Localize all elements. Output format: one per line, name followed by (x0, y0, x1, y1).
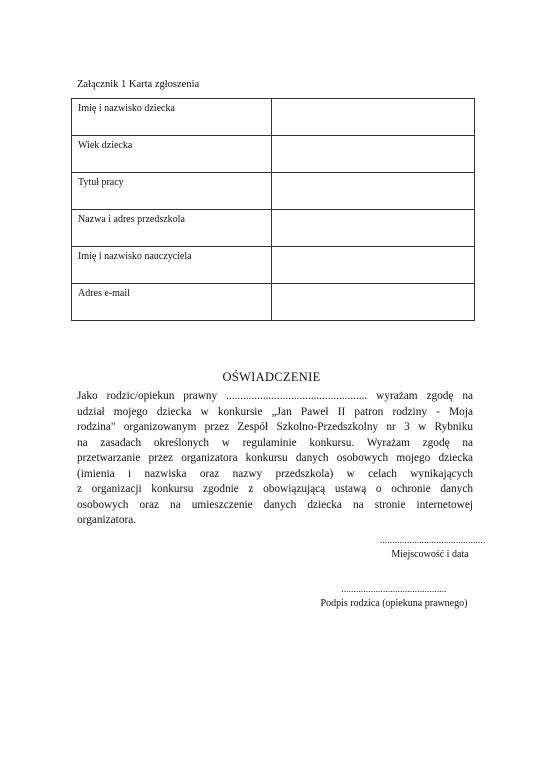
form-row-work-title (72, 173, 475, 210)
form-label-cell (72, 210, 272, 247)
declaration-text (77, 389, 473, 529)
form-label-cell (72, 173, 272, 210)
place-date-signature-block (380, 535, 486, 561)
declaration-line: z organizacji konkursu zgodnie z obowiązującą ustawą o ochronie danych (77, 483, 473, 495)
declaration-line: udział mojego dziecka w konkursie „Jan Paweł II patron rodziny - Moja (77, 405, 473, 418)
teacher-name-label: Imię i nazwisko nauczyciela (78, 251, 192, 262)
child-age-value-cell[interactable] (272, 136, 475, 173)
parent-signature-caption: Podpis rodzica (opiekuna prawnego) (320, 598, 468, 609)
declaration-title: OŚWIADCZENIE (222, 370, 321, 384)
parent-signature-dotted-line[interactable]: ........................................... (341, 584, 447, 594)
declaration-line: osobowych oraz na umieszczenie danych dziecka na stronie internetowej (77, 498, 473, 511)
form-row-teacher-name (72, 247, 475, 284)
declaration-line: rodzina" organizowanym przez Zespół Szkolno-Przedszkolny nr 3 w Rybniku (77, 421, 473, 433)
kindergarten-value-cell[interactable] (272, 210, 475, 247)
place-date-dotted-line[interactable]: ........................................... (380, 535, 486, 545)
kindergarten-label: Nazwa i adres przedszkola (78, 214, 185, 225)
place-date-caption: Miejscowość i data (391, 549, 469, 560)
form-label-cell (72, 136, 272, 173)
application-form-table (71, 98, 475, 321)
work-title-label: Tytuł pracy (78, 177, 124, 188)
declaration-line: na zasadach określonych w regulaminie konkursu. Wyrażam zgodę na (77, 436, 473, 449)
declaration-line: (imienia i nazwiska oraz nazwy przedszkola) w celach wynikających (77, 467, 473, 480)
form-label-cell (72, 99, 272, 136)
parent-signature-block (306, 584, 482, 610)
child-name-value-cell[interactable] (272, 99, 475, 136)
form-row-kindergarten (72, 210, 475, 247)
form-row-child-age (72, 136, 475, 173)
email-value-cell[interactable] (272, 284, 475, 321)
form-label-cell (72, 247, 272, 284)
declaration-line: Jako rodzic/opiekun prawny .................................................. wyrażam zgodę na (77, 390, 473, 402)
form-row-child-name (72, 99, 475, 136)
child-age-label: Wiek dziecka (78, 140, 133, 151)
email-label: Adres e-mail (78, 288, 130, 299)
child-name-label: Imię i nazwisko dziecka (78, 103, 175, 114)
form-label-cell (72, 284, 272, 321)
declaration-line: przetwarzanie przez organizatora konkursu danych osobowych mojego dziecka (77, 452, 473, 464)
declaration-line: organizatora. (77, 514, 137, 526)
teacher-name-value-cell[interactable] (272, 247, 475, 284)
attachment-title: Załącznik 1 Karta zgłoszenia (77, 79, 200, 90)
form-row-email (72, 284, 475, 321)
work-title-value-cell[interactable] (272, 173, 475, 210)
